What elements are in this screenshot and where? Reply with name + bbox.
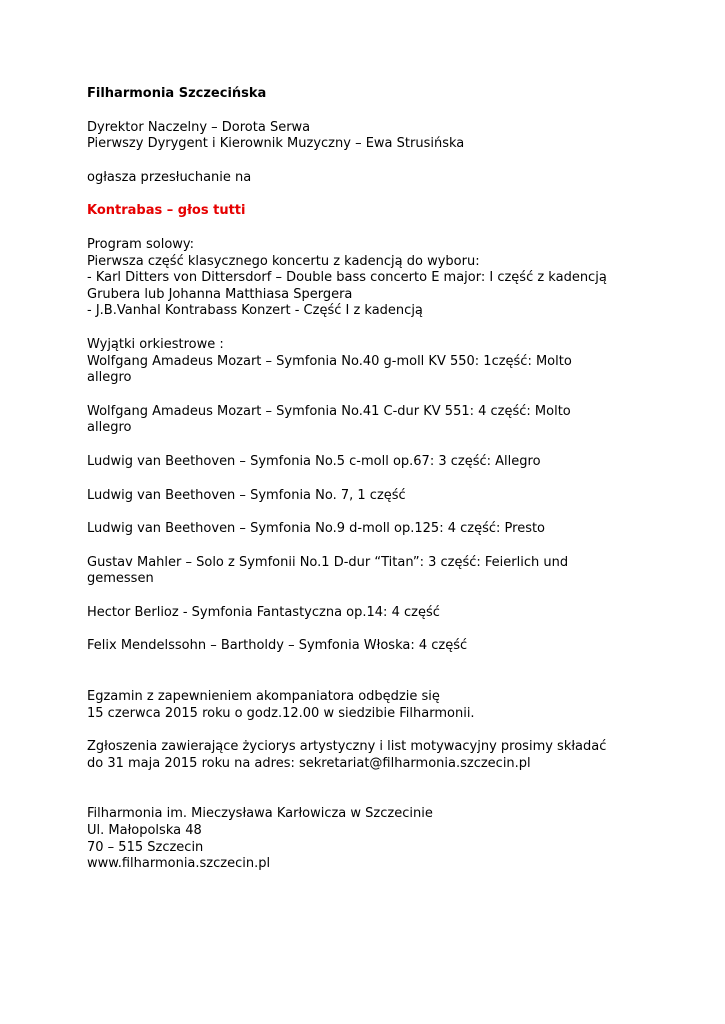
applications-line-2: do 31 maja 2015 roku na adres: sekretariat@filharmonia.szczecin.pl xyxy=(87,755,531,771)
excerpt-mozart-40-line-1: Wolfgang Amadeus Mozart – Symfonia No.40 g-moll KV 550: 1część: Molto xyxy=(87,353,572,369)
excerpt-mozart-41-line-2: allegro xyxy=(87,420,132,436)
solo-option-1-line-1: - Karl Ditters von Dittersdorf – Double bass concerto E major: I część z kadencją xyxy=(87,270,607,286)
solo-option-2: - J.B.Vanhal Kontrabass Konzert - Część I z kadencją xyxy=(87,303,423,319)
excerpt-beethoven-9: Ludwig van Beethoven – Symfonia No.9 d-moll op.125: 4 część: Presto xyxy=(87,521,546,537)
position-heading: Kontrabas – głos tutti xyxy=(87,203,246,219)
address-street: Ul. Małopolska 48 xyxy=(87,823,202,839)
excerpt-beethoven-7: Ludwig van Beethoven – Symfonia No. 7, 1 część xyxy=(87,487,406,503)
exam-info-line-2: 15 czerwca 2015 roku o godz.12.00 w siedzibie Filharmonii. xyxy=(87,705,475,721)
excerpt-mendelssohn: Felix Mendelssohn – Bartholdy – Symfonia Włoska: 4 część xyxy=(87,638,468,654)
excerpt-mozart-41-line-1: Wolfgang Amadeus Mozart – Symfonia No.41 C-dur KV 551: 4 część: Molto xyxy=(87,403,571,419)
address-city: 70 – 515 Szczecin xyxy=(87,839,204,855)
applications-line-1: Zgłoszenia zawierające życiorys artystyczny i list motywacyjny prosimy składać xyxy=(87,739,607,755)
address-name: Filharmonia im. Mieczysława Karłowicza w Szczecinie xyxy=(87,806,433,822)
document-page xyxy=(87,86,677,873)
conductor-line: Pierwszy Dyrygent i Kierownik Muzyczny – Ewa Strusińska xyxy=(87,136,465,152)
solo-program-heading: Program solowy: xyxy=(87,236,195,252)
exam-info-line-1: Egzamin z zapewnieniem akompaniatora odbędzie się xyxy=(87,689,440,705)
director-line: Dyrektor Naczelny – Dorota Serwa xyxy=(87,119,311,135)
solo-option-1-line-2: Grubera lub Johanna Matthiasa Spergera xyxy=(87,286,353,302)
excerpts-heading: Wyjątki orkiestrowe : xyxy=(87,336,224,352)
excerpt-beethoven-5: Ludwig van Beethoven – Symfonia No.5 c-moll op.67: 3 część: Allegro xyxy=(87,453,541,469)
excerpt-mozart-40-line-2: allegro xyxy=(87,370,132,386)
address-website: www.filharmonia.szczecin.pl xyxy=(87,856,271,872)
excerpt-berlioz: Hector Berlioz - Symfonia Fantastyczna op.14: 4 część xyxy=(87,604,440,620)
solo-program-intro: Pierwsza część klasycznego koncertu z kadencją do wyboru: xyxy=(87,253,480,269)
announcement-text: ogłasza przesłuchanie na xyxy=(87,169,252,185)
institution-title: Filharmonia Szczecińska xyxy=(87,86,267,101)
excerpt-mahler-line-2: gemessen xyxy=(87,571,154,587)
excerpt-mahler-line-1: Gustav Mahler – Solo z Symfonii No.1 D-dur “Titan”: 3 część: Feierlich und xyxy=(87,554,569,570)
